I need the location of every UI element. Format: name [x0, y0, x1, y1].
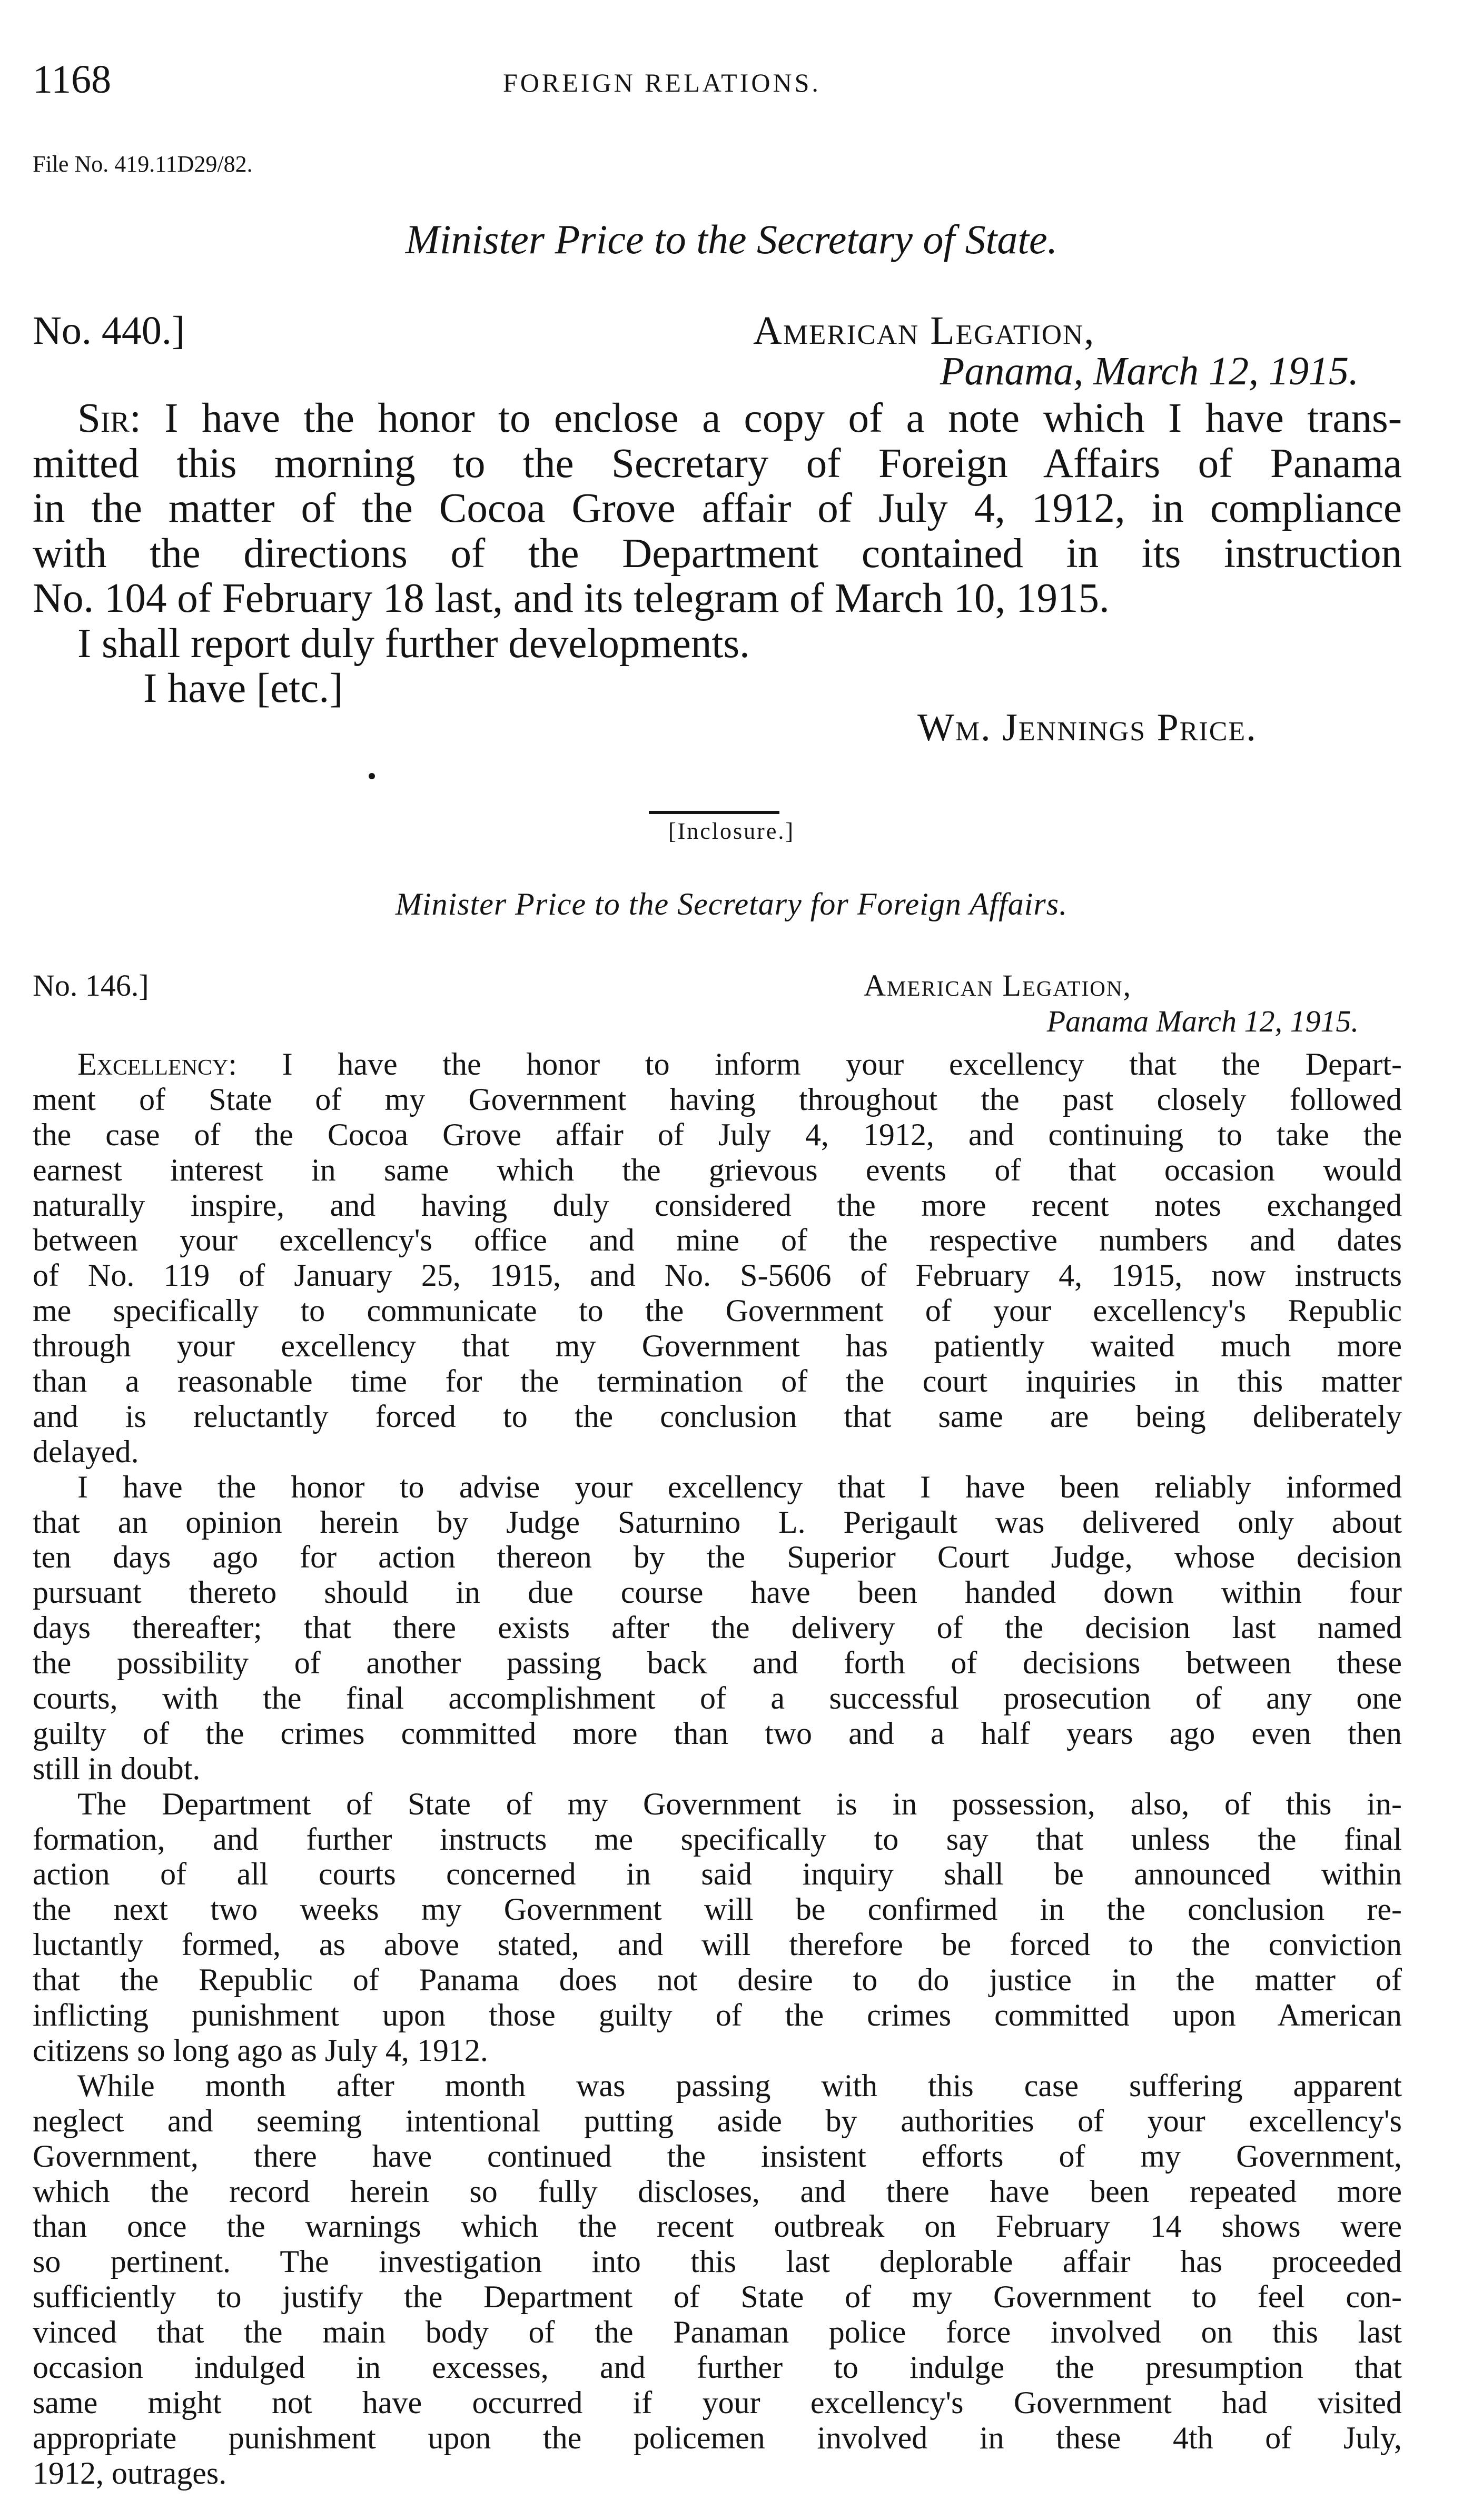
text-line: than once the warnings which the recent outbreak on February 14 shows were [33, 2209, 1402, 2244]
text-line: mitted this morning to the Secretary of Foreign Affairs of Panama [33, 440, 1402, 487]
legation-heading: American Legation, [753, 309, 1095, 353]
text-line: in the matter of the Cocoa Grove affair of July 4, 1912, in compliance [33, 485, 1402, 531]
text-line: that an opinion herein by Judge Saturnino L. Perigault was delivered only about [33, 1504, 1402, 1540]
inclosure-title: Minister Price to the Secretary for Foreign Affairs. [395, 887, 1068, 921]
text-line: of No. 119 of January 25, 1915, and No. S-5606 of February 4, 1915, now instructs [33, 1258, 1402, 1293]
text-line: courts, with the final accomplishment of a successful prosecution of any one [33, 1681, 1402, 1716]
text-fragment: : I have the honor to enclose a copy of a note which I have trans- [129, 395, 1402, 441]
letter-body [33, 396, 1402, 711]
text-line: and is reluctantly forced to the conclusion that same are being deliberately [33, 1398, 1402, 1434]
text-line: the possibility of another passing back and forth of decisions between these [33, 1645, 1402, 1681]
text-line: I shall report duly further developments. [77, 620, 750, 667]
text-line: ten days ago for action thereon by the Superior Court Judge, whose decision [33, 1540, 1402, 1575]
text-line: occasion indulged in excesses, and further to indulge the presumption that [33, 2349, 1402, 2385]
inclosure-number: No. 146.] [33, 968, 149, 1003]
salutation: Sir [77, 395, 130, 441]
inclosure-label: [Inclosure.] [668, 818, 795, 844]
text-line: days thereafter; that there exists after the delivery of the decision last named [33, 1610, 1402, 1645]
text-line: pursuant thereto should in due course have been handed down within four [33, 1575, 1402, 1610]
text-line: While month after month was passing with this case suffering apparent [77, 2068, 1402, 2103]
text-line: ment of State of my Government having throughout the past closely followed [33, 1082, 1402, 1117]
text-line: earnest interest in same which the grievous events of that occasion would [33, 1152, 1402, 1187]
text-line: I have the honor to advise your excellency that I have been reliably informed [77, 1469, 1402, 1504]
text-line: appropriate punishment upon the policemen involved in these 4th of July, [33, 2420, 1402, 2455]
text-line: vinced that the main body of the Panaman police force involved on this last [33, 2315, 1402, 2350]
text-line: naturally inspire, and having duly considered the more recent notes exchanged [33, 1187, 1402, 1223]
closing: I have [etc.] [143, 666, 343, 711]
text-line: me specifically to communicate to the Government of your excellency's Republic [33, 1293, 1402, 1328]
text-line: citizens so long ago as July 4, 1912. [33, 2032, 488, 2068]
text-line: that the Republic of Panama does not desire to do justice in the matter of [33, 1962, 1402, 1998]
text-line: the next two weeks my Government will be confirmed in the conclusion re- [33, 1892, 1402, 1927]
text-line: neglect and seeming intentional putting aside by authorities of your excellency's [33, 2103, 1402, 2138]
text-line: Government, there have continued the insistent efforts of my Government, [33, 2138, 1402, 2174]
running-title: FOREIGN RELATIONS. [503, 68, 821, 97]
ink-dot [369, 773, 375, 779]
file-number: File No. 419.11D29/82. [33, 151, 253, 177]
text-line: delayed. [33, 1434, 139, 1469]
text-line: guilty of the crimes committed more than two and a half years ago even then [33, 1715, 1402, 1751]
page-number: 1168 [33, 57, 112, 102]
text-line [33, 1047, 1402, 1082]
text-line: same might not have occurred if your excellency's Government had visited [33, 2385, 1402, 2420]
text-line: between your excellency's office and mine of the respective numbers and dates [33, 1223, 1402, 1258]
text-line: the case of the Cocoa Grove affair of July 4, 1912, and continuing to take the [33, 1117, 1402, 1152]
inclosure-date: Panama March 12, 1915. [1046, 1004, 1359, 1038]
text-line: with the directions of the Department contained in its instruction [33, 530, 1402, 577]
text-line: The Department of State of my Government is in possession, also, of this in- [77, 1786, 1402, 1821]
text-line: 1912, outrages. [33, 2455, 227, 2491]
inclosure-body [33, 1047, 1402, 2491]
text-line: inflicting punishment upon those guilty of the crimes committed upon American [33, 1998, 1402, 2033]
text-line: so pertinent. The investigation into this last deplorable affair has proceeded [33, 2244, 1402, 2279]
text-line [33, 396, 1402, 441]
text-line: still in doubt. [33, 1751, 201, 1786]
text-line: No. 104 of February 18 last, and its telegram of March 10, 1915. [33, 576, 1110, 621]
letter-title: Minister Price to the Secretary of State. [405, 216, 1058, 262]
salutation: Excellency [77, 1047, 229, 1082]
text-line: formation, and further instructs me specifically to say that unless the final [33, 1821, 1402, 1857]
text-line: than a reasonable time for the termination of the court inquiries in this matter [33, 1364, 1402, 1399]
text-line: through your excellency that my Government has patiently waited much more [33, 1328, 1402, 1364]
inclosure-legation: American Legation, [864, 968, 1132, 1003]
section-divider [649, 811, 779, 814]
text-fragment: : I have the honor to inform your excellency that the Depart- [228, 1047, 1402, 1082]
text-line: which the record herein so fully discloses, and there have been repeated more [33, 2174, 1402, 2209]
letter-number: No. 440.] [33, 309, 185, 353]
signature: Wm. Jennings Price. [917, 706, 1257, 749]
letter-date: Panama, March 12, 1915. [940, 349, 1359, 393]
text-line: action of all courts concerned in said inquiry shall be announced within [33, 1857, 1402, 1892]
text-line: sufficiently to justify the Department of State of my Government to feel con- [33, 2279, 1402, 2315]
text-line: luctantly formed, as above stated, and will therefore be forced to the conviction [33, 1927, 1402, 1962]
